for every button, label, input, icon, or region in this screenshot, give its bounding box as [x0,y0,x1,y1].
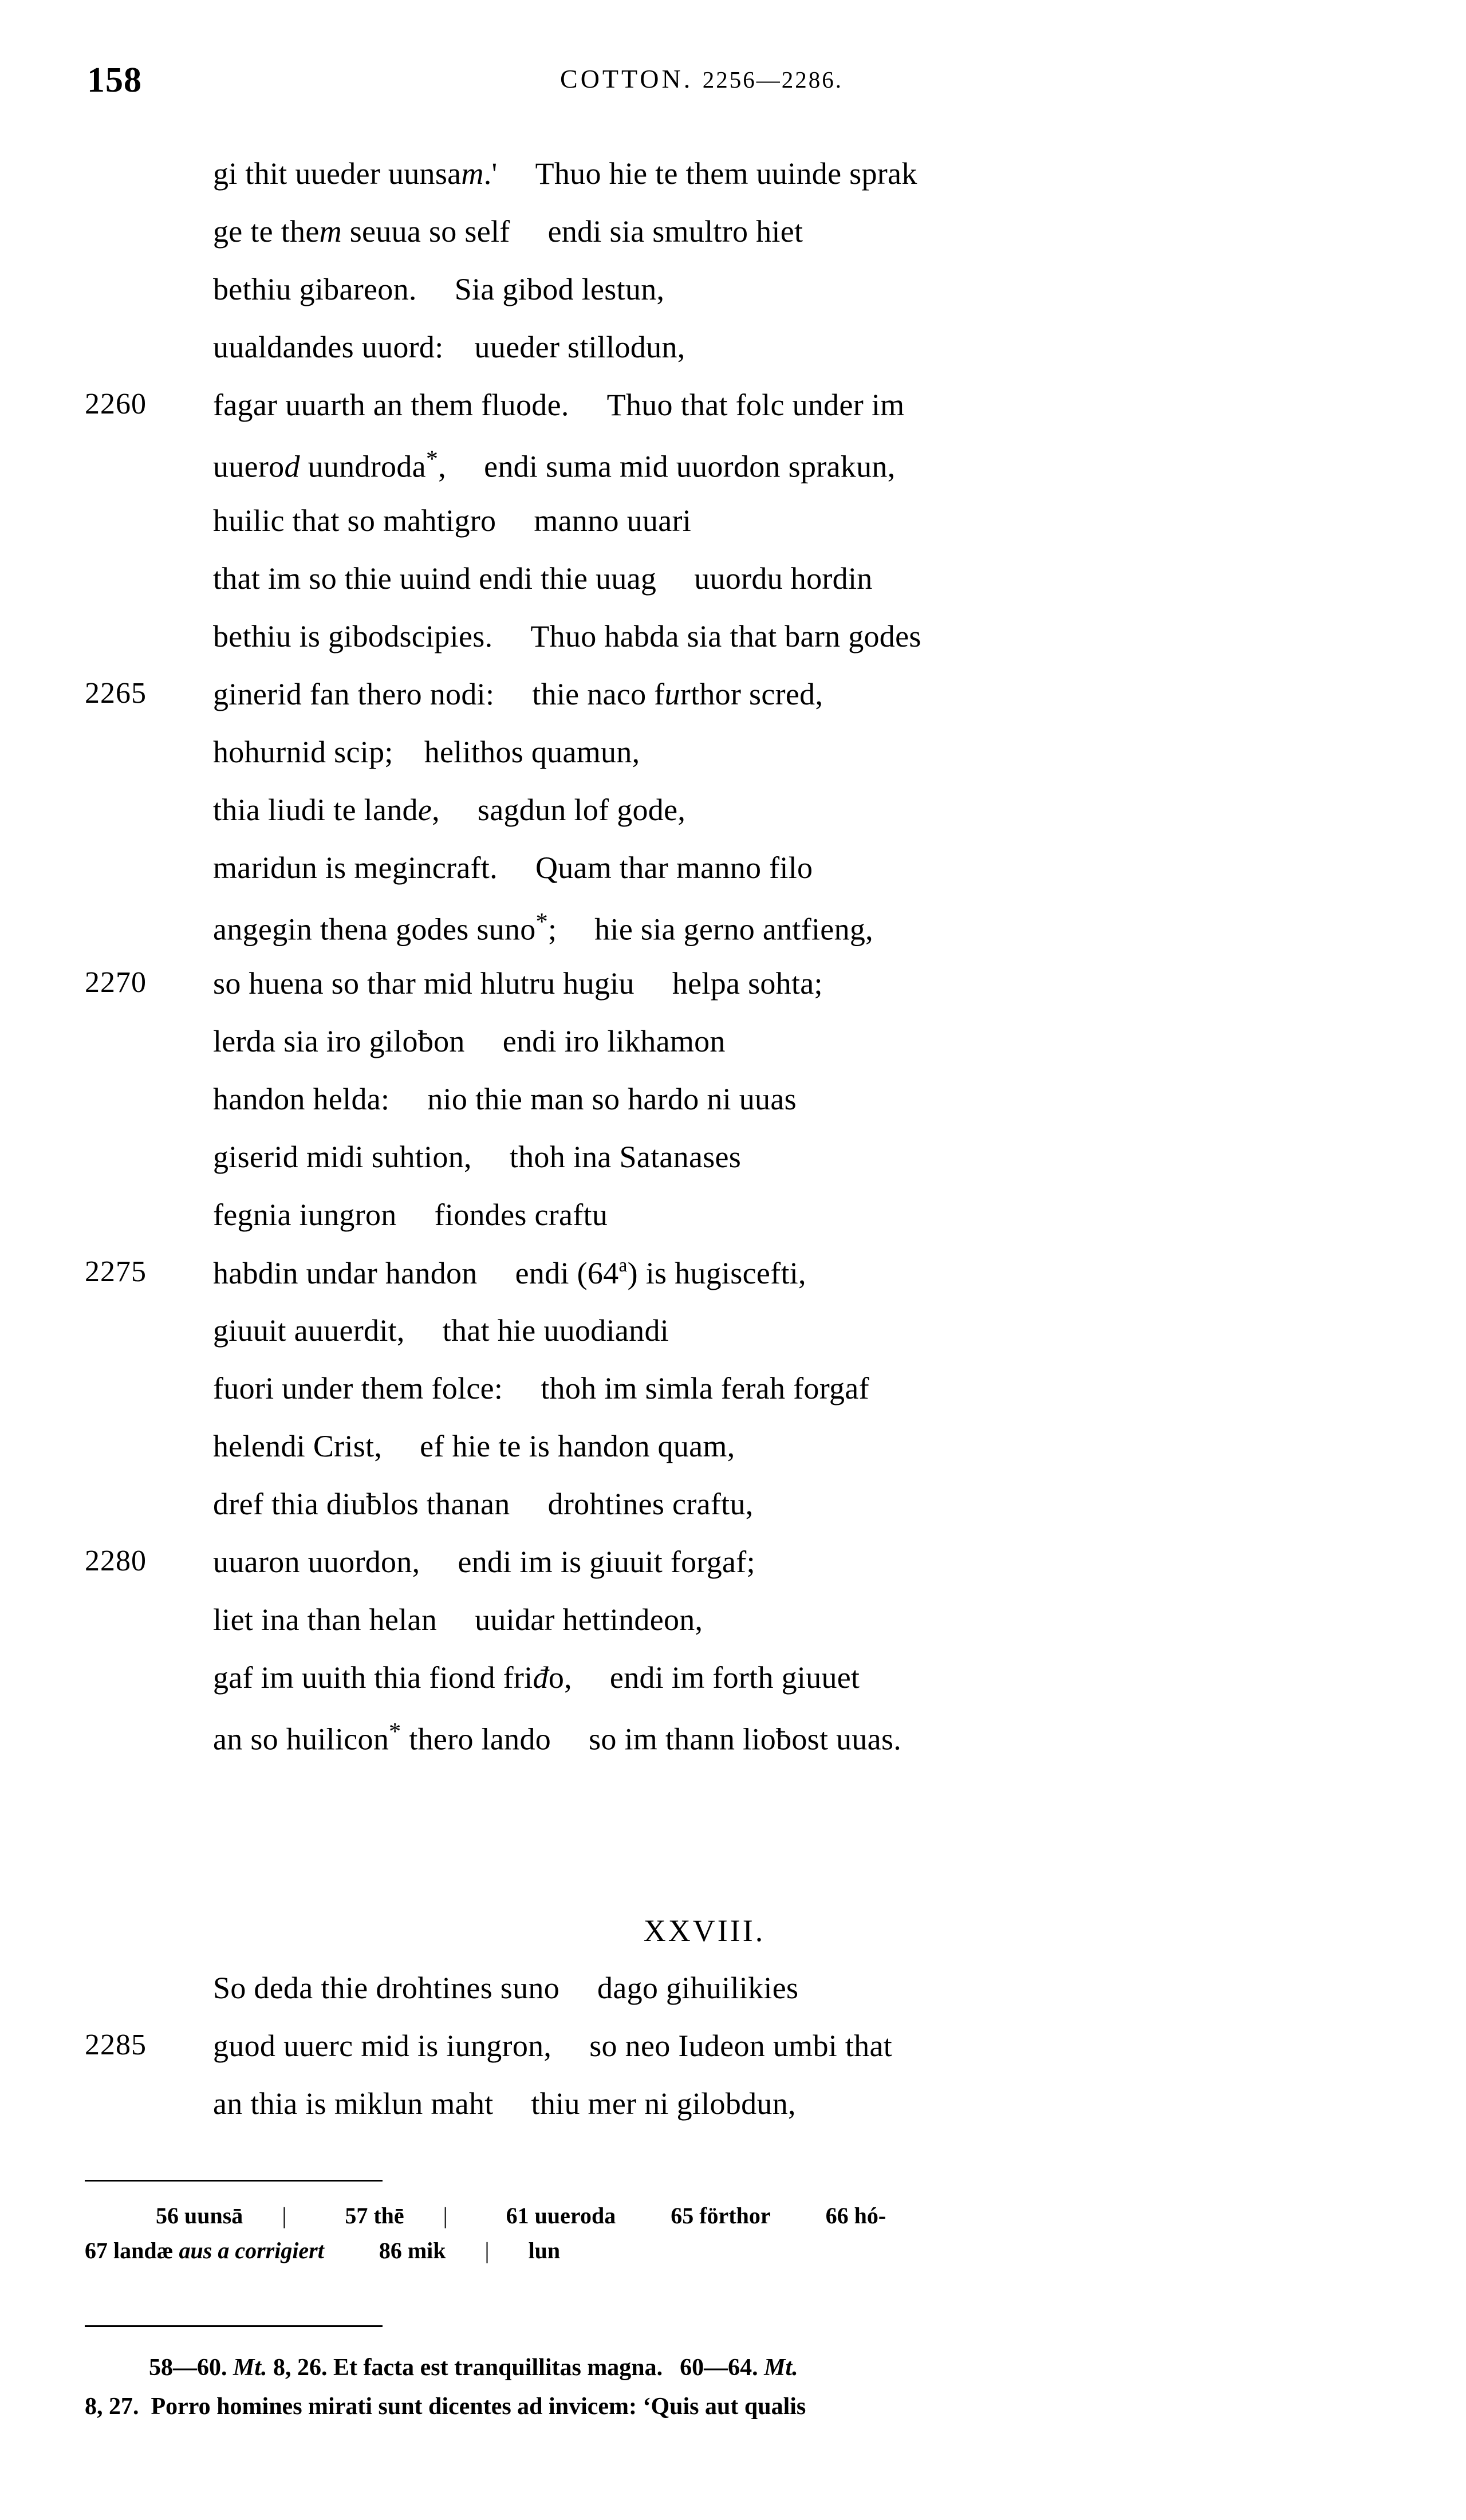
verse-text-run: ge te the [213,214,320,249]
verse-line-text [213,1313,669,1348]
verse-text-run: bethiu gibareon. [213,272,417,306]
verse-line [0,908,1466,966]
notes-divider-rule [85,2325,383,2327]
verse-line-text [213,1197,608,1233]
verse-text-run: rthor scred, [680,677,823,711]
verse-line-text [213,1023,726,1059]
verse-text-run: so huena so thar mid hlutru hugiu [213,966,635,1001]
verse-line [0,1255,1466,1313]
verse-line [0,2086,1466,2144]
verse-line [0,1602,1466,1660]
verse-block-primary [0,156,1466,1775]
verse-text-run: uuidar hettindeon, [475,1602,703,1637]
verse-line-text [213,2028,892,2064]
verse-text-run: helithos quamun, [424,735,640,769]
verse-line-text [213,1428,735,1464]
verse-line-text [213,850,813,885]
verse-text-run: thoh ina Satanases [509,1140,742,1174]
verse-text-run: angegin thena godes suno [213,912,536,947]
verse-text-run: Quam thar manno filo [535,850,813,885]
verse-line [0,1197,1466,1255]
running-head [0,60,1466,101]
verse-line [0,214,1466,271]
latin-note-text: 60—64. [680,2354,764,2381]
verse-line [0,561,1466,619]
verse-text-run: an so huilicon [213,1722,389,1757]
verse-line-number: 2280 [85,1545,147,1577]
verse-line-text [213,214,803,249]
apparatus-text: 56 uunsā [156,2203,243,2228]
verse-text-run: that im so thie uuind endi thie uuag [213,561,657,596]
verse-line-text [213,676,823,712]
italic-text: d [284,449,300,484]
verse-text-run: liet ina than helan [213,1602,438,1637]
page-number: 158 [87,61,142,100]
verse-text-run: that hie uuodiandi [442,1313,669,1348]
verse-text-run: uundroda [299,449,426,484]
verse-text-run: nio thie man so hardo ni uuas [427,1082,797,1116]
verse-line-number: 2270 [85,966,147,999]
verse-line-text [213,1486,754,1522]
verse-text-run: sagdun lof gode, [477,793,686,827]
verse-line-text [213,1371,869,1406]
verse-line [0,329,1466,387]
verse-text-run: .' [483,156,498,191]
verse-text-run: dref thia diuƀlos thanan [213,1487,510,1521]
verse-text-run: , [432,793,440,827]
apparatus-text: 65 förthor [671,2203,771,2228]
latin-note-text: 8, 27. Porro homines mirati sunt dicentes ad invicem: ‘Quis aut qualis [85,2393,806,2420]
chapter-heading: XXVIII. [643,1913,766,1948]
verse-text-run: o, [548,1660,572,1695]
verse-text-run: guod uuerc mid is iungron, [213,2029,552,2063]
verse-line [0,445,1466,503]
verse-text-run: ginerid fan thero nodi: [213,677,495,711]
verse-text-run: Sia gibod lestun, [454,272,665,306]
latin-source-notes [0,2354,1466,2432]
verse-text-run: hohurnid scip; [213,735,393,769]
verse-line [0,2028,1466,2086]
verse-line-text [213,734,640,770]
verse-text-run: so neo Iudeon umbi that [589,2029,893,2063]
verse-text-run: helendi Crist, [213,1429,383,1463]
verse-line-text [213,1970,798,2006]
verse-line-text [213,619,921,654]
verse-line [0,1428,1466,1486]
apparatus-text: lun [528,2238,561,2263]
verse-line-text [213,792,685,828]
italic-text: m [461,156,484,191]
verse-text-run: thia liudi te land [213,793,418,827]
variant-separator: | [484,2238,490,2263]
verse-text-run: seuua so self [341,214,510,249]
verse-text-run: endi suma mid uuordon sprakun, [484,449,896,484]
apparatus-text: 66 hó- [825,2203,886,2228]
verse-text-run: uualdandes uuord: [213,330,444,364]
verse-text-run: giserid midi suhtion, [213,1140,472,1174]
verse-line-number: 2265 [85,677,147,710]
verse-text-run: giuuit auuerdit, [213,1313,405,1348]
verse-line [0,271,1466,329]
verse-text-run: ef hie te is handon quam, [420,1429,735,1463]
italic-note-text: Mt. [233,2354,267,2381]
verse-text-run: fegnia iungron [213,1198,397,1232]
verse-text-run: uueder stillodun, [474,330,685,364]
verse-text-run: thiu mer ni gilobdun, [531,2086,796,2121]
verse-line-text [213,908,873,947]
verse-line-number: 2275 [85,1255,147,1288]
verse-line-text [213,387,904,423]
verse-line-text [213,445,896,485]
apparatus-line [0,2202,1466,2237]
verse-text-run: thoh im simla ferah forgaf [541,1371,869,1405]
verse-line [0,1544,1466,1602]
verse-line-text [213,561,873,596]
verse-text-run: So deda thie drohtines suno [213,1971,560,2005]
italic-text: m [319,214,342,249]
asterisk-marker: * [535,908,548,935]
verse-text-run: endi im is giuuit forgaf; [458,1545,755,1579]
verse-line-number: 2260 [85,388,147,420]
verse-text-run: fuori under them folce: [213,1371,503,1405]
verse-text-run: endi (64 [515,1255,619,1290]
verse-text-run: maridun is megincraft. [213,850,498,885]
running-title-text: COTTON. [560,64,693,93]
verse-line-text [213,503,691,538]
italic-text: đ [533,1660,549,1695]
verse-line [0,1081,1466,1139]
verse-line-text [213,271,664,307]
verse-line-text [213,1081,797,1117]
verse-line [0,850,1466,908]
verse-text-run: helpa sohta; [672,966,823,1001]
verse-text-run: thie naco f [532,677,665,711]
verse-line [0,1486,1466,1544]
verse-text-run: handon helda: [213,1082,390,1116]
verse-text-run: endi sia smultro hiet [547,214,803,249]
verse-line [0,1371,1466,1428]
verse-text-run: dago gihuilikies [597,1971,799,2005]
verse-line [0,676,1466,734]
superscript-marker: a [618,1255,628,1276]
verse-line-text [213,1139,741,1175]
verse-text-run: Thuo hie te them uuinde sprak [535,156,917,191]
verse-line [0,503,1466,561]
verse-line [0,734,1466,792]
verse-text-run: , [438,449,447,484]
latin-note-line [0,2393,1466,2432]
verse-line [0,1660,1466,1718]
variant-separator: | [282,2203,287,2228]
verse-text-run: so im thann lioƀost uuas. [589,1722,902,1757]
verse-line [0,1139,1466,1197]
verse-text-run: ) is hugiscefti, [627,1255,806,1290]
verse-text-run: bethiu is gibodscipies. [213,619,493,653]
verse-line-text [213,1660,860,1695]
verse-text-run: drohtines craftu, [547,1487,754,1521]
verse-text-run: habdin undar handon [213,1255,478,1290]
verse-text-run: lerda sia iro giloƀon [213,1024,465,1058]
verse-text-run: Thuo habda sia that barn godes [530,619,921,653]
verse-line [0,619,1466,676]
latin-note-text: 8, 26. Et facta est tranquillitas magna. [267,2354,663,2381]
verse-text-run: an thia is miklun maht [213,2086,494,2121]
verse-line-text [213,329,685,365]
verse-text-run: gi thit uueder uunsa [213,156,462,191]
verse-text-run: fagar uuarth an them fluode. [213,388,569,422]
latin-note-line [0,2354,1466,2393]
italic-text: u [664,677,680,711]
verse-line-text [213,156,917,191]
variant-separator: | [443,2203,448,2228]
verse-text-run: endi iro likhamon [502,1024,726,1058]
running-title [0,64,1466,94]
verse-text-run: uuero [213,449,285,484]
verse-line-text [213,1255,806,1291]
verse-text-run: endi im forth giuuet [609,1660,860,1695]
apparatus-text: 86 mik [379,2238,446,2263]
verse-text-run: manno uuari [534,503,692,538]
verse-line-number: 2285 [85,2029,147,2061]
verse-line [0,966,1466,1023]
verse-text-run: ; [547,912,557,947]
verse-text-run: thero lando [401,1722,551,1757]
italic-text: e [417,793,432,827]
verse-line-text [213,2086,796,2121]
italic-note-text: aus a corrigiert [179,2238,324,2263]
verse-text-run: hie sia gerno antfieng, [594,912,873,947]
verse-line [0,1313,1466,1371]
verse-line [0,792,1466,850]
apparatus-divider-rule [85,2180,383,2182]
latin-note-text: 58—60. [149,2354,233,2381]
verse-line [0,1970,1466,2028]
verse-text-run: gaf im uuith thia fiond fri [213,1660,533,1695]
verse-text-run: uuaron uuordon, [213,1545,420,1579]
critical-apparatus [0,2202,1466,2272]
verse-text-run: fiondes craftu [434,1198,608,1232]
running-title-range: 2256—2286. [702,66,843,93]
asterisk-marker: * [425,446,439,472]
verse-line-text [213,1718,901,1757]
verse-line-text [213,1544,755,1580]
verse-text-run: uuordu hordin [694,561,873,596]
apparatus-text: 61 uueroda [506,2203,616,2228]
verse-line-text [213,966,823,1001]
asterisk-marker: * [389,1718,401,1745]
apparatus-line [0,2237,1466,2272]
verse-block-secondary [0,1970,1466,2144]
verse-text-run: huilic that so mahtigro [213,503,496,538]
verse-line-text [213,1602,703,1637]
verse-line [0,387,1466,445]
apparatus-text: 57 thē [345,2203,404,2228]
verse-line [0,1718,1466,1775]
italic-note-text: Mt. [764,2354,798,2381]
verse-text-run: Thuo that folc under im [606,388,905,422]
verse-line [0,156,1466,214]
verse-line [0,1023,1466,1081]
apparatus-text: 67 landæ [85,2238,179,2263]
